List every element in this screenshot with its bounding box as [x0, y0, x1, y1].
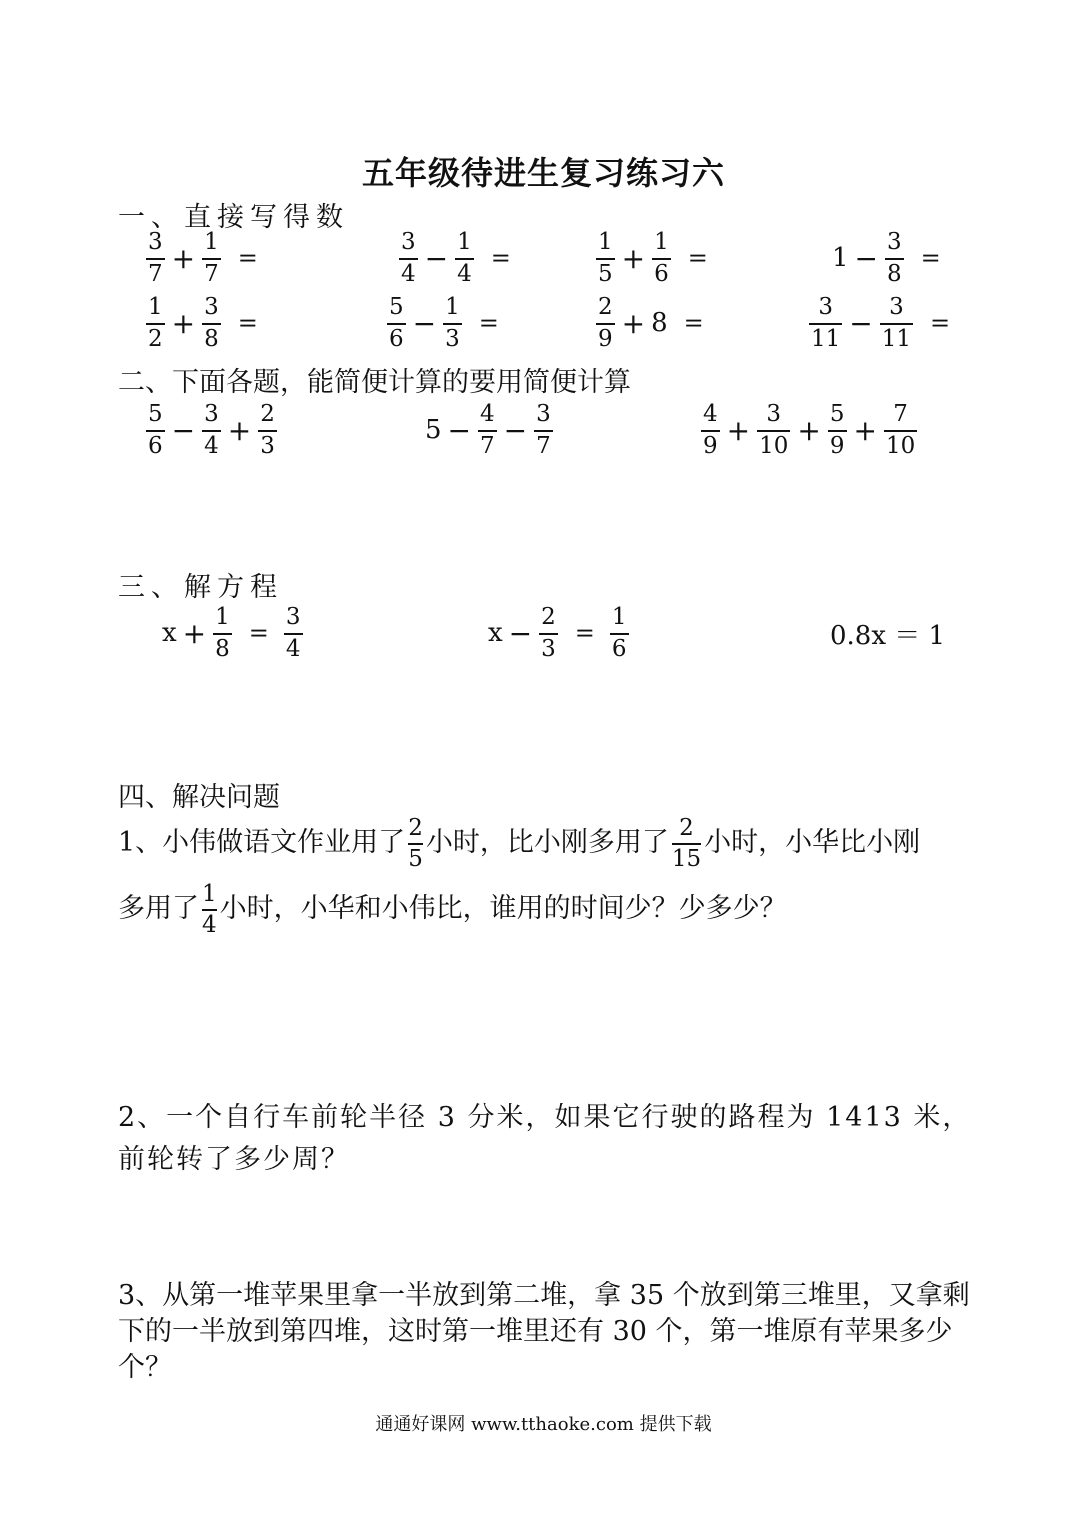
fraction: $\frac{4}{9}$ — [703, 400, 718, 459]
fraction: $\frac{1}{7}$ — [204, 228, 219, 287]
operator: + — [621, 241, 646, 275]
equals: = — [478, 309, 499, 337]
operator: − — [424, 241, 449, 275]
question-text: 1、小伟做语文作业用了 — [118, 827, 406, 858]
fraction: $\frac{2}{3}$ — [260, 400, 275, 459]
fraction: $\frac{7}{10}$ — [885, 400, 916, 459]
fraction: $\frac{1}{4}$ — [457, 228, 472, 287]
equals: = — [683, 309, 704, 337]
variable: x — [488, 618, 503, 648]
fraction: $\frac{2}{5}$ — [408, 814, 423, 872]
fraction: $\frac{4}{7}$ — [480, 400, 495, 459]
operator: + — [797, 413, 821, 447]
question-3: 3、从第一堆苹果里拿一半放到第二堆，拿 35 个放到第三堆里，又拿剩下的一半放到第四堆，这时第一堆里还有 30 个，第一堆原有苹果多少个？ — [118, 1280, 970, 1383]
s1-r2-e4 — [806, 283, 950, 363]
fraction: $\frac{5}{9}$ — [829, 400, 845, 459]
equals: = — [237, 309, 258, 337]
fraction: $\frac{1}{6}$ — [611, 603, 627, 662]
number: 8 — [651, 308, 668, 338]
question-1 — [118, 815, 978, 937]
fraction: $\frac{3}{4}$ — [401, 228, 416, 287]
equals: = — [687, 244, 708, 272]
section-1-heading: 一、直接写得数 — [118, 202, 349, 233]
s2-e1 — [143, 390, 280, 470]
number: 5 — [425, 415, 442, 445]
question-text: 多用了 — [118, 893, 199, 924]
s2-e2 — [423, 390, 556, 470]
operator: + — [853, 413, 877, 447]
fraction: $\frac{1}{3}$ — [445, 293, 460, 352]
operator: − — [849, 306, 873, 340]
fraction: $\frac{5}{6}$ — [389, 293, 404, 352]
equals: = — [490, 244, 511, 272]
fraction: $\frac{3}{8}$ — [204, 293, 219, 352]
fraction: $\frac{1}{6}$ — [654, 228, 669, 287]
fraction: $\frac{1}{5}$ — [598, 228, 613, 287]
equals: = — [920, 244, 941, 272]
operator: + — [171, 306, 196, 340]
fraction: $\frac{2}{15}$ — [671, 814, 702, 872]
page-title: 五年级待进生复习练习六 — [361, 154, 725, 192]
s3-e2 — [486, 593, 632, 673]
fraction: $\frac{3}{4}$ — [285, 603, 301, 662]
operator: + — [726, 413, 751, 447]
equation-text: 0.8x ＝ 1 — [830, 620, 946, 651]
equals: = — [574, 619, 595, 647]
operator: + — [227, 413, 252, 447]
fraction: $\frac{3}{11}$ — [811, 293, 841, 352]
operator: − — [171, 413, 196, 447]
s1-r2-e2 — [384, 283, 499, 363]
fraction: $\frac{5}{6}$ — [148, 400, 163, 459]
operator: − — [508, 616, 533, 650]
question-text: 小时，小华和小伟比，谁用的时间少？少多少？ — [219, 893, 787, 924]
operator: + — [171, 241, 196, 275]
fraction: $\frac{1}{2}$ — [148, 293, 163, 352]
fraction: $\frac{2}{9}$ — [598, 293, 613, 352]
operator: − — [503, 413, 528, 447]
fraction: $\frac{3}{11}$ — [881, 293, 912, 352]
fraction: $\frac{2}{3}$ — [541, 603, 556, 662]
footer: 通通好课网 www.tthaoke.com 提供下载 — [375, 1414, 712, 1435]
variable: x — [162, 618, 177, 648]
s1-r2-e1 — [143, 283, 258, 363]
operator: − — [412, 306, 437, 340]
equals: = — [248, 619, 269, 647]
fraction: $\frac{1}{8}$ — [215, 603, 230, 662]
fraction: $\frac{3}{10}$ — [759, 400, 789, 459]
s3-e1 — [160, 593, 306, 673]
question-text: 小时，比小刚多用了 — [425, 827, 669, 858]
operator: − — [854, 241, 879, 275]
s1-r2-e3 — [593, 283, 704, 363]
fraction: $\frac{1}{4}$ — [202, 880, 217, 938]
section-3-heading: 三、解方程 — [118, 572, 283, 603]
fraction: $\frac{3}{4}$ — [204, 400, 219, 459]
section-2-heading: 二、下面各题，能简便计算的要用简便计算 — [118, 367, 631, 398]
fraction: $\frac{3}{8}$ — [887, 228, 902, 287]
fraction: $\frac{3}{7}$ — [148, 228, 163, 287]
number: 1 — [832, 243, 849, 273]
fraction: $\frac{3}{7}$ — [536, 400, 551, 459]
section-4-heading: 四、解决问题 — [118, 782, 280, 813]
question-text: 小时，小华比小刚 — [704, 827, 921, 858]
equals: = — [930, 309, 951, 337]
s3-e3 — [828, 593, 947, 673]
equals: = — [237, 244, 258, 272]
operator: + — [182, 616, 207, 650]
operator: − — [447, 413, 472, 447]
question-2: 2、一个自行车前轮半径 3 分米，如果它行驶的路程为 1413 米，前轮转了多少周？ — [118, 1102, 972, 1175]
operator: + — [621, 306, 646, 340]
s2-e3 — [698, 390, 920, 470]
